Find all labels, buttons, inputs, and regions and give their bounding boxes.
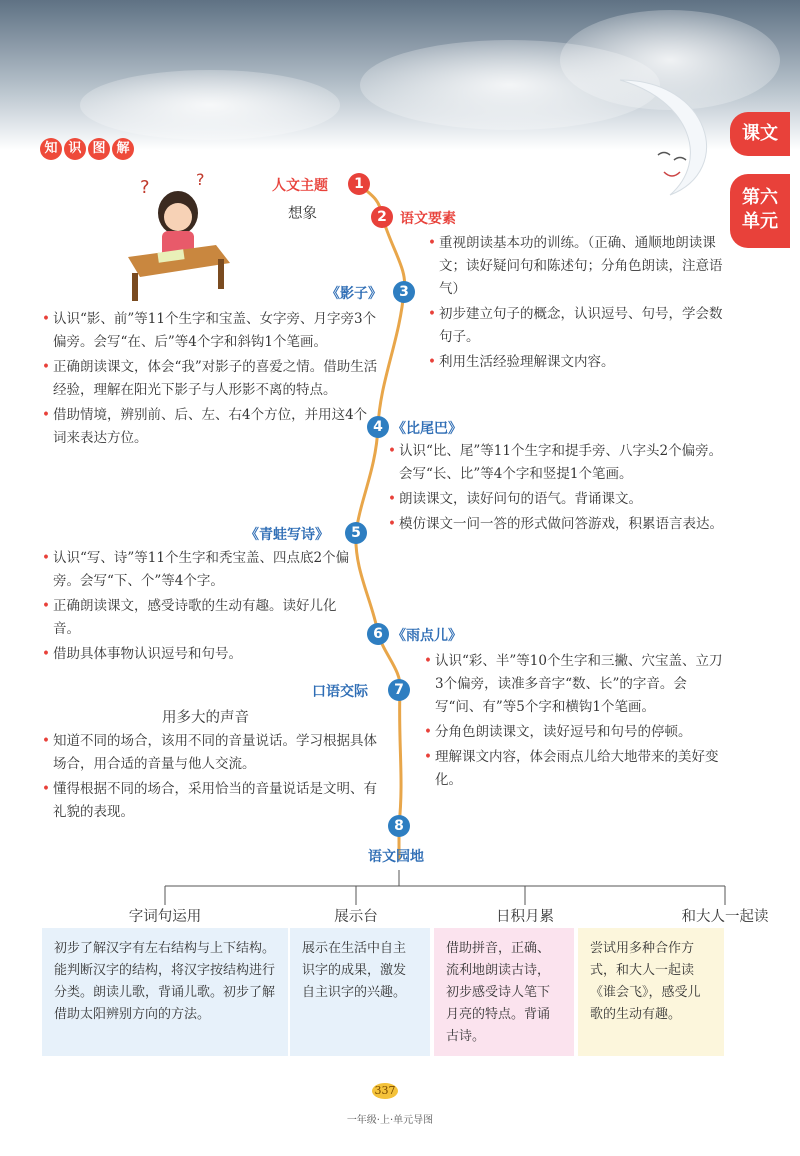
list-item: • 认识“比、尾”等11个生字和提手旁、八字头2个偏旁。会写“长、比”等4个字和竖提1个笔画。: [388, 440, 726, 486]
tab-unit-label: 第六单元: [742, 187, 778, 232]
list-item: • 借助具体事物认识逗号和句号。: [42, 643, 358, 666]
garden-label-daily-accumulation: 日积月累: [496, 909, 554, 925]
node-chinese-elements: 语文要素: [400, 211, 456, 227]
node-humanities-theme: 人文主题: [272, 178, 328, 194]
svg-text:?: ?: [196, 170, 205, 189]
garden-box-read-with-adults: 尝试用多种合作方式，和大人一起读《谁会飞》，感受儿歌的生动有趣。: [578, 928, 724, 1056]
node-3-marker: 3: [393, 281, 415, 303]
garden-label-word-use: 字词句运用: [128, 909, 202, 925]
list-item: • 认识“影、前”等11个生字和宝盖、女字旁、月字旁3个偏旁。会写“在、后”等4个字和斜钩1个笔画。: [42, 308, 380, 354]
list-item: • 认识“彩、半”等10个生字和三撇、穴宝盖、立刀3个偏旁，读准多音字“数、长”的字音。会写“问、有”等5个字和横钩1个笔画。: [424, 650, 728, 719]
yingzi-objectives-list: [42, 308, 380, 452]
svg-text:?: ?: [140, 177, 150, 198]
list-item: • 初步建立句子的概念，认识逗号、句号，学会数句子。: [428, 303, 726, 349]
list-item: • 知道不同的场合，该用不同的音量说话。学习根据具体场合，用合适的音量与他人交流。: [42, 730, 382, 776]
badge-char: 解: [112, 138, 134, 160]
node-lesson-qingwa: 《青蛙写诗》: [245, 527, 329, 543]
node-lesson-yingzi: 《影子》: [326, 286, 382, 302]
biweiba-objectives-list: [388, 440, 726, 538]
yudianer-objectives-list: [424, 650, 728, 794]
theme-value: 想象: [288, 206, 317, 222]
node-chinese-garden: 语文园地: [368, 849, 424, 865]
qingwa-objectives-list: [42, 547, 358, 668]
list-item: • 利用生活经验理解课文内容。: [428, 351, 726, 374]
garden-label-showcase: 展示台: [334, 909, 378, 925]
list-item: • 懂得根据不同的场合，采用恰当的音量说话是文明、有礼貌的表现。: [42, 778, 382, 824]
node-4-marker: 4: [367, 416, 389, 438]
badge-char: 识: [64, 138, 86, 160]
tab-lesson[interactable]: 课文: [730, 112, 790, 156]
list-item: • 模仿课文一问一答的形式做问答游戏，积累语言表达。: [388, 513, 726, 536]
list-item: • 借助情境，辨别前、后、左、右4个方位，并用这4个词来表达方位。: [42, 404, 380, 450]
oral-objectives-list: [42, 730, 382, 826]
node-5-marker: 5: [345, 522, 367, 544]
node-lesson-yudianer: 《雨点儿》: [392, 628, 462, 644]
node-1-marker: 1: [348, 173, 370, 195]
node-7-marker: 7: [388, 679, 410, 701]
garden-box-showcase: 展示在生活中自主识字的成果，激发自主识字的兴趣。: [290, 928, 430, 1056]
badge-char: 图: [88, 138, 110, 160]
list-item: • 朗读课文，读好问句的语气。背诵课文。: [388, 488, 726, 511]
node-8-marker: 8: [388, 815, 410, 837]
list-item: • 认识“写、诗”等11个生字和秃宝盖、四点底2个偏旁。会写“下、个”等4个字。: [42, 547, 358, 593]
list-item: • 分角色朗读课文，读好逗号和句号的停顿。: [424, 721, 728, 744]
list-item: • 正确朗读课文，体会“我”对影子的喜爱之情。借助生活经验，理解在阳光下影子与人形影不离的特点。: [42, 356, 380, 402]
garden-label-read-with-adults: 和大人一起读: [681, 909, 769, 925]
node-2-marker: 2: [371, 206, 393, 228]
oral-topic-title: 用多大的声音: [162, 710, 249, 726]
node-lesson-biweiba: 《比尾巴》: [392, 421, 462, 437]
footer-caption: 一年级·上·单元导图: [346, 1115, 434, 1126]
chinese-elements-list: [428, 232, 726, 376]
node-oral-communication: 口语交际: [312, 684, 368, 700]
page-number: 337: [372, 1083, 398, 1099]
list-item: • 理解课文内容，体会雨点儿给大地带来的美好变化。: [424, 746, 728, 792]
garden-box-word-use: 初步了解汉字有左右结构与上下结构。能判断汉字的结构，将汉字按结构进行分类。朗读儿歌，背诵儿歌。初步了解借助太阳辨别方向的方法。: [42, 928, 288, 1056]
garden-box-daily-accumulation: 借助拼音，正确、流利地朗读古诗，初步感受诗人笔下月亮的特点。背诵古诗。: [434, 928, 574, 1056]
list-item: • 正确朗读课文，感受诗歌的生动有趣。读好儿化音。: [42, 595, 358, 641]
list-item: • 重视朗读基本功的训练。（正确、通顺地朗读课文；读好疑问句和陈述句；分角色朗读，注意语气）: [428, 232, 726, 301]
badge-char: 知: [40, 138, 62, 160]
node-6-marker: 6: [367, 623, 389, 645]
